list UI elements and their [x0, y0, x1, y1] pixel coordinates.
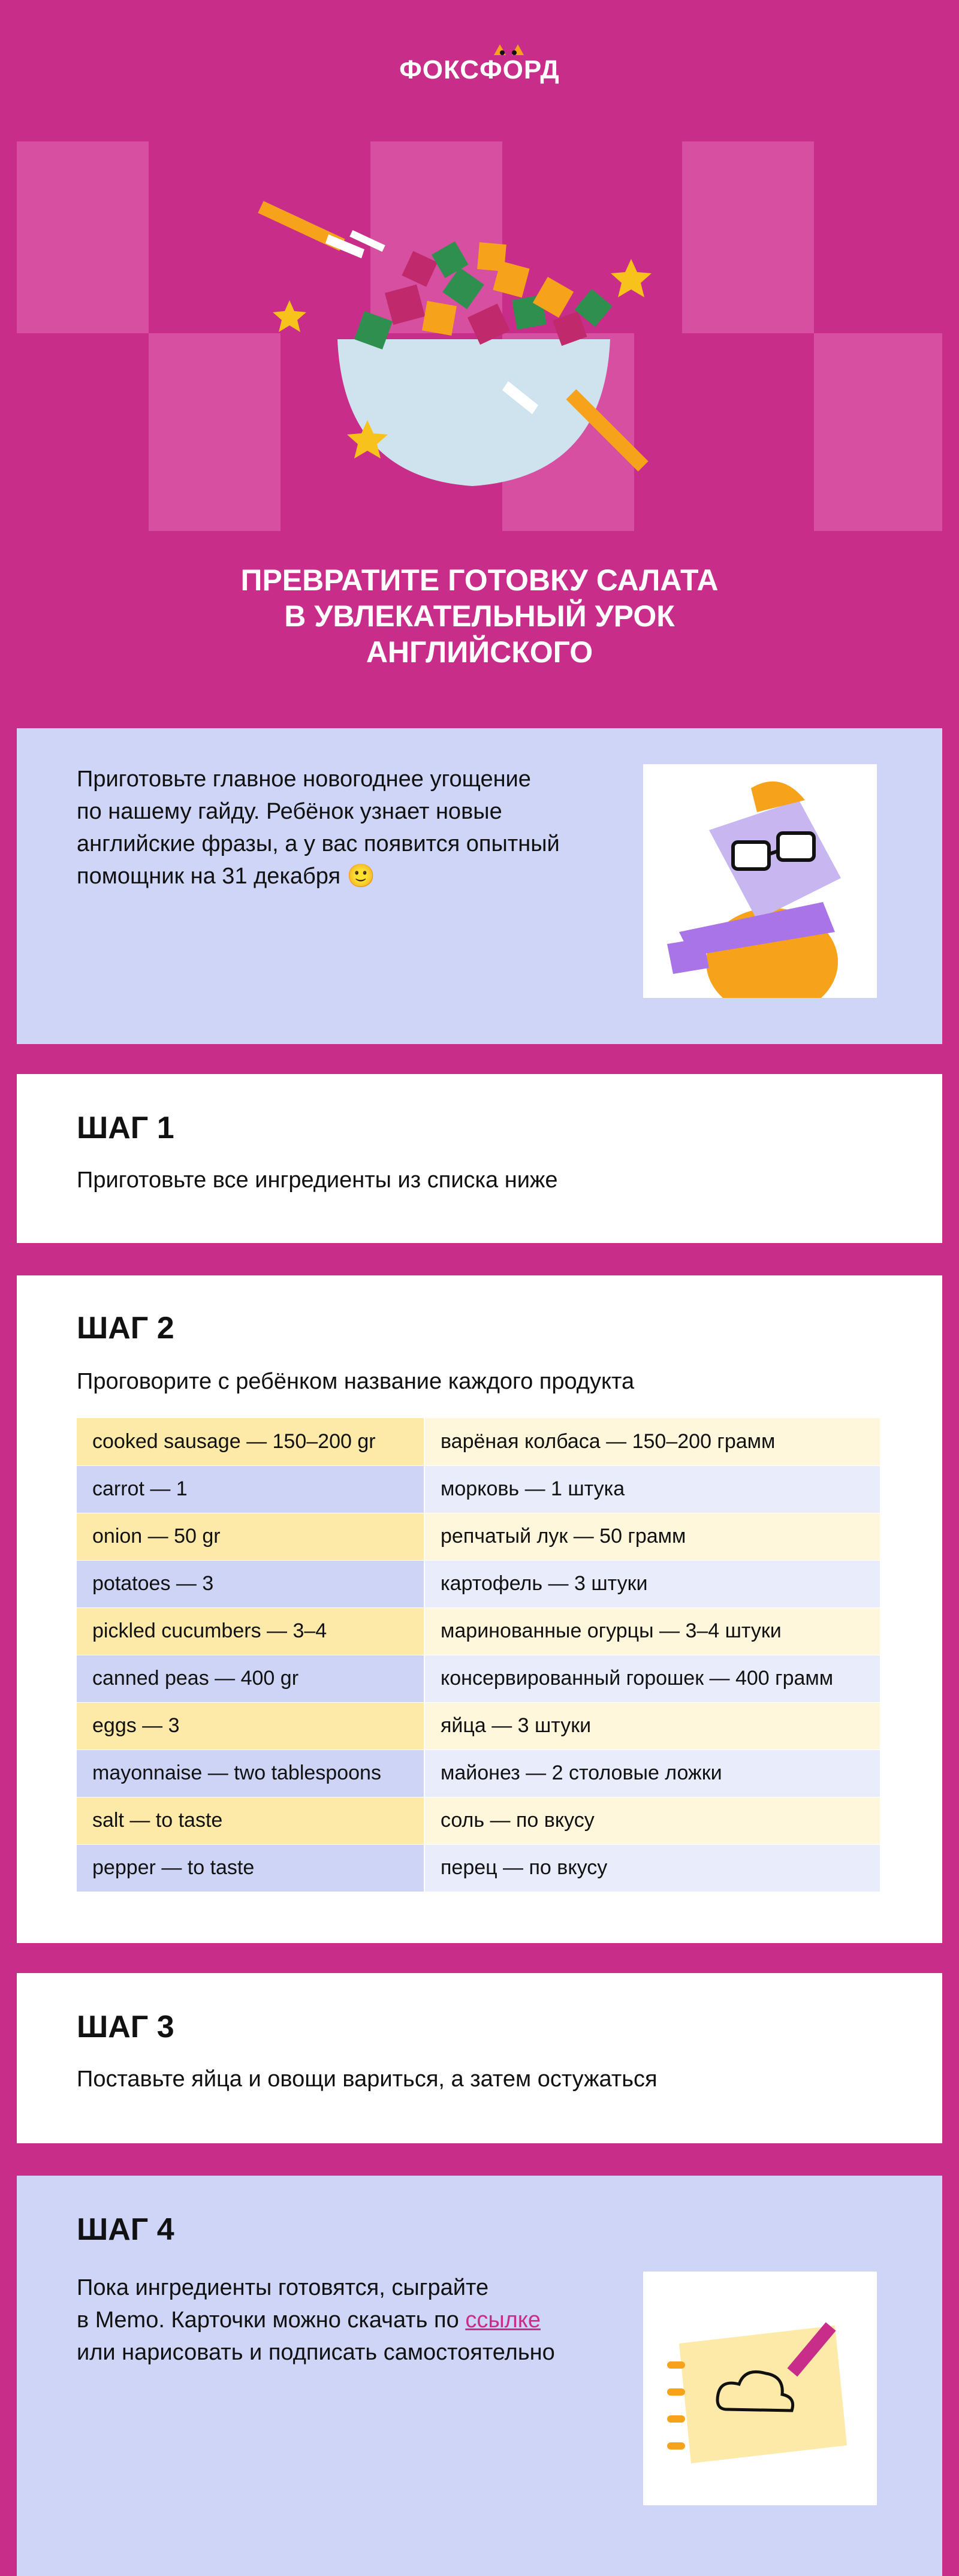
- download-cards-link[interactable]: ссылке: [465, 2307, 541, 2333]
- logo-text: ФОКСФОРД: [399, 55, 560, 85]
- fork-icon: [258, 201, 385, 258]
- step-4-line-2-prefix: в Memo. Карточки можно скачать по: [77, 2307, 466, 2333]
- table-row: [77, 1465, 880, 1513]
- ingredient-en: pepper — to taste: [77, 1844, 424, 1892]
- fox-illustration: [643, 764, 877, 998]
- ingredient-ru: репчатый лук — 50 грамм: [424, 1513, 880, 1560]
- ingredient-en: carrot — 1: [77, 1465, 424, 1513]
- ingredient-en: pickled cucumbers — 3–4: [77, 1607, 424, 1655]
- step-2-card: [17, 1275, 942, 1943]
- intro-card: [17, 728, 942, 1044]
- ingredient-en: cooked sausage — 150–200 gr: [77, 1418, 424, 1465]
- step-1-title: ШАГ 1: [77, 1111, 174, 1145]
- step-3-card: [17, 1973, 942, 2143]
- table-row: [77, 1418, 880, 1465]
- table-row: [77, 1702, 880, 1749]
- step-2-title: ШАГ 2: [77, 1311, 174, 1346]
- hero-title: ПРЕВРАТИТЕ ГОТОВКУ САЛАТА В УВЛЕКАТЕЛЬНЫЙ УРОК АНГЛИЙСКОГО: [240, 563, 719, 669]
- step-4-line-3: или нарисовать и подписать самостоятельно: [77, 2340, 555, 2365]
- ingredient-ru: перец — по вкусу: [424, 1844, 880, 1892]
- step-4-card: [17, 2176, 942, 2576]
- fox-character-icon: [643, 764, 877, 998]
- notepad-cloud-icon: [643, 2272, 877, 2505]
- memo-illustration: [643, 2272, 877, 2505]
- foxford-logo[interactable]: [0, 55, 959, 85]
- ingredient-ru: консервированный горошек — 400 грамм: [424, 1655, 880, 1702]
- ingredient-en: canned peas — 400 gr: [77, 1655, 424, 1702]
- ingredient-ru: соль — по вкусу: [424, 1797, 880, 1844]
- intro-text: Приготовьте главное новогоднее угощение по нашему гайду. Ребёнок узнает новые английские фразы, а у вас появится опытный помощник на 31 декабря 🙂: [77, 767, 560, 889]
- ingredient-en: salt — to taste: [77, 1797, 424, 1844]
- step-3-title: ШАГ 3: [77, 2010, 174, 2044]
- ingredient-ru: яйца — 3 штуки: [424, 1702, 880, 1749]
- step-4-text: [77, 2272, 616, 2369]
- ingredient-ru: картофель — 3 штуки: [424, 1560, 880, 1607]
- ingredient-en: onion — 50 gr: [77, 1513, 424, 1560]
- ingredient-ru: варёная колбаса — 150–200 грамм: [424, 1418, 880, 1465]
- step-3-text: Поставьте яйца и овощи вариться, а затем остужаться: [77, 2067, 658, 2092]
- ingredient-en: mayonnaise — two tablespoons: [77, 1749, 424, 1797]
- ingredient-en: potatoes — 3: [77, 1560, 424, 1607]
- fox-ears-icon: [491, 42, 527, 56]
- step-2-text: Проговорите с ребёнком название каждого продукта: [77, 1369, 635, 1394]
- step-4-line-2: [77, 2304, 616, 2336]
- step-4-line-1: Пока ингредиенты готовятся, сыграйте: [77, 2275, 489, 2300]
- table-row: [77, 1513, 880, 1560]
- table-row: [77, 1655, 880, 1702]
- ingredient-ru: маринованные огурцы — 3–4 штуки: [424, 1607, 880, 1655]
- table-row: [77, 1607, 880, 1655]
- table-row: [77, 1749, 880, 1797]
- step-1-text: Приготовьте все ингредиенты из списка ниже: [77, 1168, 558, 1193]
- step-1-card: [17, 1074, 942, 1243]
- ingredient-en: eggs — 3: [77, 1702, 424, 1749]
- table-row: [77, 1560, 880, 1607]
- ingredient-ru: морковь — 1 штука: [424, 1465, 880, 1513]
- hero-illustration: [17, 141, 942, 537]
- ingredients-table: [77, 1418, 880, 1892]
- table-row: [77, 1844, 880, 1892]
- step-4-title: ШАГ 4: [77, 2212, 174, 2247]
- table-row: [77, 1797, 880, 1844]
- ingredient-ru: майонез — 2 столовые ложки: [424, 1749, 880, 1797]
